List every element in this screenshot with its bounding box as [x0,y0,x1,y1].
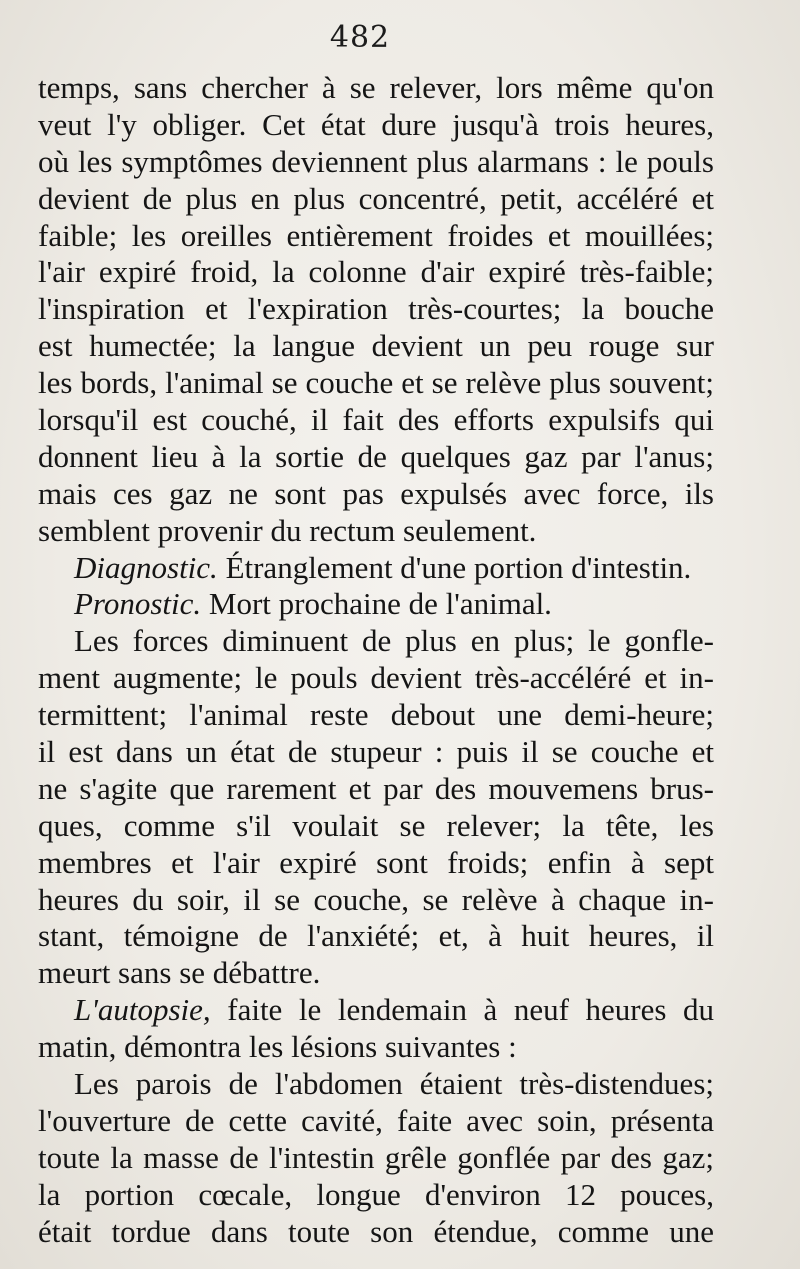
text-line [38,218,714,255]
text-line [38,955,714,992]
line-text: faite le lendemain à neuf heures du [210,992,714,1028]
line-text: matin, démontra les lésions suivantes : [38,1029,517,1065]
line-text: mais ces gaz ne sont pas expulsés avec force, ils [38,475,714,511]
text-line [38,623,714,660]
line-text: stant, témoigne de l'anxiété; et, à huit heures, il [38,918,714,954]
line-text: donnent lieu à la sortie de quelques gaz par l'anus; [38,438,714,474]
line-text: Les forces diminuent de plus en plus; le gonfle- [74,623,714,659]
line-text: devient de plus en plus concentré, petit, accéléré et [38,180,714,216]
text-line [38,1177,714,1214]
text-line [38,992,714,1029]
line-text: meurt sans se débattre. [38,955,321,991]
text-line [38,918,714,955]
section-label: L'autopsie, [74,992,211,1028]
text-line [38,1029,714,1066]
section-label: Diagnostic. [74,549,218,585]
text-line [38,1140,714,1177]
line-text: veut l'y obliger. Cet état dure jusqu'à trois heures, [38,106,714,142]
page-number: 482 [329,20,391,55]
section-label: Pronostic. [74,586,202,622]
line-text: l'air expiré froid, la colonne d'air expiré très-faible; [38,254,714,290]
line-text: Les parois de l'abdomen étaient très-distendues; [74,1066,714,1102]
text-line [38,476,714,513]
body-text [38,70,714,1251]
text-line [38,1066,714,1103]
line-text: ment augmente; le pouls devient très-accéléré et in- [38,660,714,696]
line-text: Mort prochaine de l'animal. [201,586,552,622]
text-line [38,697,714,734]
line-text: il est dans un état de stupeur : puis il se couche et [38,734,714,770]
text-line [38,586,714,623]
text-line [38,107,714,144]
text-line [38,1103,714,1140]
line-text: l'ouverture de cette cavité, faite avec soin, présenta [38,1102,714,1138]
line-text: la portion cœcale, longue d'environ 12 pouces, [38,1176,714,1212]
text-line [38,291,714,328]
line-text: toute la masse de l'intestin grêle gonflée par des gaz; [38,1139,714,1175]
text-line [38,513,714,550]
text-line [38,181,714,218]
text-line [38,550,714,587]
text-line [38,439,714,476]
line-text: semblent provenir du rectum seulement. [38,512,537,548]
text-line [38,1214,714,1251]
line-text: ques, comme s'il voulait se relever; la tête, les [38,807,714,843]
text-line [38,882,714,919]
text-line [38,254,714,291]
line-text: était tordue dans toute son étendue, comme une [38,1213,714,1249]
line-text: termittent; l'animal reste debout une demi-heure; [38,697,714,733]
text-line [38,808,714,845]
text-line [38,402,714,439]
text-line [38,771,714,808]
text-line [38,660,714,697]
text-line [38,328,714,365]
text-line [38,845,714,882]
text-line [38,144,714,181]
line-text: Étranglement d'une portion d'intestin. [217,549,692,585]
line-text: les bords, l'animal se couche et se relève plus souvent; [38,365,714,401]
line-text: faible; les oreilles entièrement froides et mouillées; [38,217,714,253]
line-text: membres et l'air expiré sont froids; enfin à sept [38,844,714,880]
text-line [38,365,714,402]
line-text: heures du soir, il se couche, se relève à chaque in- [38,881,714,917]
text-line [38,70,714,107]
line-text: où les symptômes deviennent plus alarmans : le pouls [38,143,714,179]
line-text: lorsqu'il est couché, il fait des efforts expulsifs qui [38,402,714,438]
line-text: l'inspiration et l'expiration très-courtes; la bouche [38,291,714,327]
line-text: temps, sans chercher à se relever, lors même qu'on [38,70,714,105]
line-text: ne s'agite que rarement et par des mouvemens brus- [38,770,714,806]
line-text: est humectée; la langue devient un peu rouge sur [38,328,714,364]
text-line [38,734,714,771]
